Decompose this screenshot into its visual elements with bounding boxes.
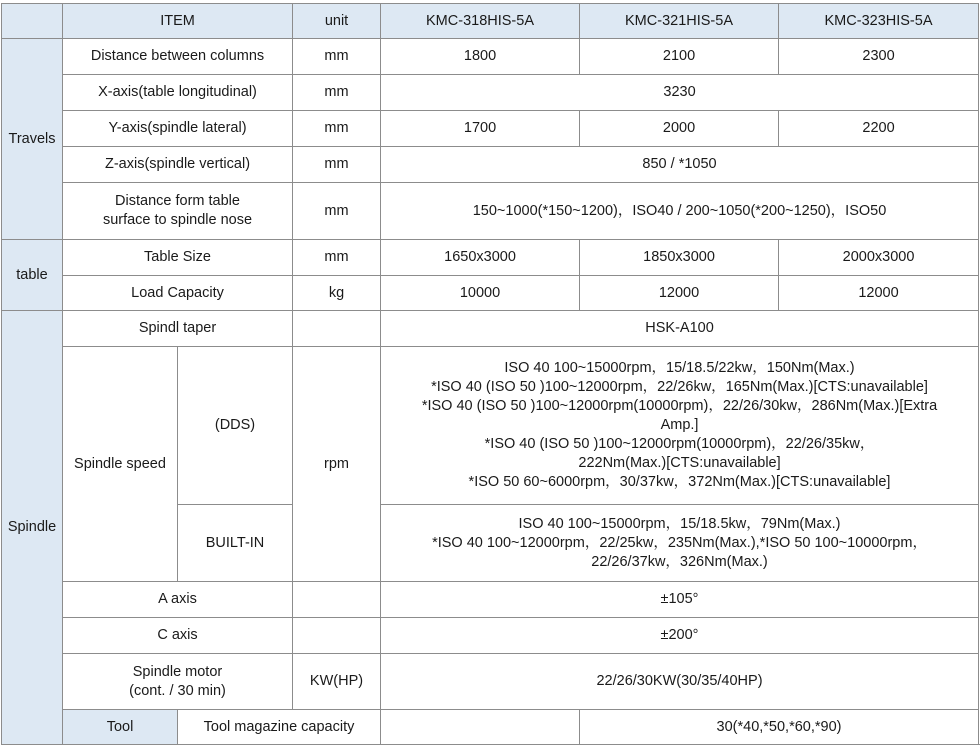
table-row xyxy=(2,311,979,347)
corner-cell xyxy=(2,4,63,39)
row-value: HSK-A100 xyxy=(381,311,979,347)
table-row xyxy=(2,710,979,745)
table-row xyxy=(2,111,979,147)
row-subitem: BUILT-IN xyxy=(178,505,293,582)
row-unit: KW(HP) xyxy=(293,654,381,710)
table-row xyxy=(2,147,979,183)
header-unit: unit xyxy=(293,4,381,39)
table-row xyxy=(2,39,979,75)
row-value: 1800 xyxy=(381,39,580,75)
row-value: ±105° xyxy=(381,582,979,618)
row-item: Distance between columns xyxy=(63,39,293,75)
row-value: 3230 xyxy=(381,75,979,111)
row-item: C axis xyxy=(63,618,293,654)
row-value: 30(*40,*50,*60,*90) xyxy=(580,710,979,745)
row-item: X-axis(table longitudinal) xyxy=(63,75,293,111)
row-value: 22/26/30KW(30/35/40HP) xyxy=(381,654,979,710)
row-unit xyxy=(293,582,381,618)
table-row xyxy=(2,276,979,311)
row-value: ISO 40 100~15000rpm，15/18.5kw，79Nm(Max.) *ISO 40 100~12000rpm，22/25kw，235Nm(Max.),*ISO 50 100~10000rpm， 22/26/37kw，326Nm(Max.) xyxy=(381,505,979,582)
table-row xyxy=(2,240,979,276)
row-value: 2200 xyxy=(779,111,979,147)
row-unit: mm xyxy=(293,39,381,75)
row-unit: kg xyxy=(293,276,381,311)
row-value: 150~1000(*150~1200)，ISO40 / 200~1050(*200~1250)，ISO50 xyxy=(381,183,979,240)
header-model-2: KMC-321HIS-5A xyxy=(580,4,779,39)
table-row xyxy=(2,75,979,111)
row-value: 1850x3000 xyxy=(580,240,779,276)
row-value: 2100 xyxy=(580,39,779,75)
row-unit xyxy=(293,618,381,654)
row-value: ±200° xyxy=(381,618,979,654)
row-item: Spindle speed xyxy=(63,347,178,582)
header-model-3: KMC-323HIS-5A xyxy=(779,4,979,39)
row-item: Tool magazine capacity xyxy=(178,710,381,745)
header-item: ITEM xyxy=(63,4,293,39)
row-unit xyxy=(381,710,580,745)
row-unit: mm xyxy=(293,111,381,147)
header-row xyxy=(2,4,979,39)
table-row xyxy=(2,347,979,505)
table-row xyxy=(2,654,979,710)
row-unit: mm xyxy=(293,147,381,183)
row-item: Z-axis(spindle vertical) xyxy=(63,147,293,183)
row-value: 2000 xyxy=(580,111,779,147)
row-item: A axis xyxy=(63,582,293,618)
row-unit xyxy=(293,311,381,347)
table-row xyxy=(2,183,979,240)
row-item: Load Capacity xyxy=(63,276,293,311)
header-model-1: KMC-318HIS-5A xyxy=(381,4,580,39)
row-unit: mm xyxy=(293,75,381,111)
table-row xyxy=(2,582,979,618)
table-row xyxy=(2,618,979,654)
spec-table xyxy=(1,3,979,745)
row-unit: rpm xyxy=(293,347,381,582)
category-tool: Tool xyxy=(63,710,178,745)
row-unit: mm xyxy=(293,183,381,240)
row-item: Y-axis(spindle lateral) xyxy=(63,111,293,147)
row-unit: mm xyxy=(293,240,381,276)
row-item: Table Size xyxy=(63,240,293,276)
row-item: Spindle motor (cont. / 30 min) xyxy=(63,654,293,710)
row-subitem: (DDS) xyxy=(178,347,293,505)
row-value: 1700 xyxy=(381,111,580,147)
row-value: 1650x3000 xyxy=(381,240,580,276)
row-item: Distance form table surface to spindle nose xyxy=(63,183,293,240)
row-value: 2300 xyxy=(779,39,979,75)
row-value: 2000x3000 xyxy=(779,240,979,276)
row-value: 850 / *1050 xyxy=(381,147,979,183)
row-value: ISO 40 100~15000rpm，15/18.5/22kw，150Nm(Max.) *ISO 40 (ISO 50 )100~12000rpm，22/26kw，165Nm(Max.)[CTS:unavailable] *ISO 40 (ISO 50 )100~12000rpm(10000rpm)，22/26/30kw，286Nm(Max.)[Extra Amp.] *ISO 40 (ISO 50 )100~12000rpm(10000rpm)，22/26/35kw， 222Nm(Max.)[CTS:unavailable] *ISO 50 60~6000rpm，30/37kw，372Nm(Max.)[CTS:unavailable] xyxy=(381,347,979,505)
row-value: 12000 xyxy=(779,276,979,311)
row-item: Spindl taper xyxy=(63,311,293,347)
row-value: 10000 xyxy=(381,276,580,311)
category-table: table xyxy=(2,240,63,311)
category-travels: Travels xyxy=(2,39,63,240)
row-value: 12000 xyxy=(580,276,779,311)
category-spindle: Spindle xyxy=(2,311,63,745)
